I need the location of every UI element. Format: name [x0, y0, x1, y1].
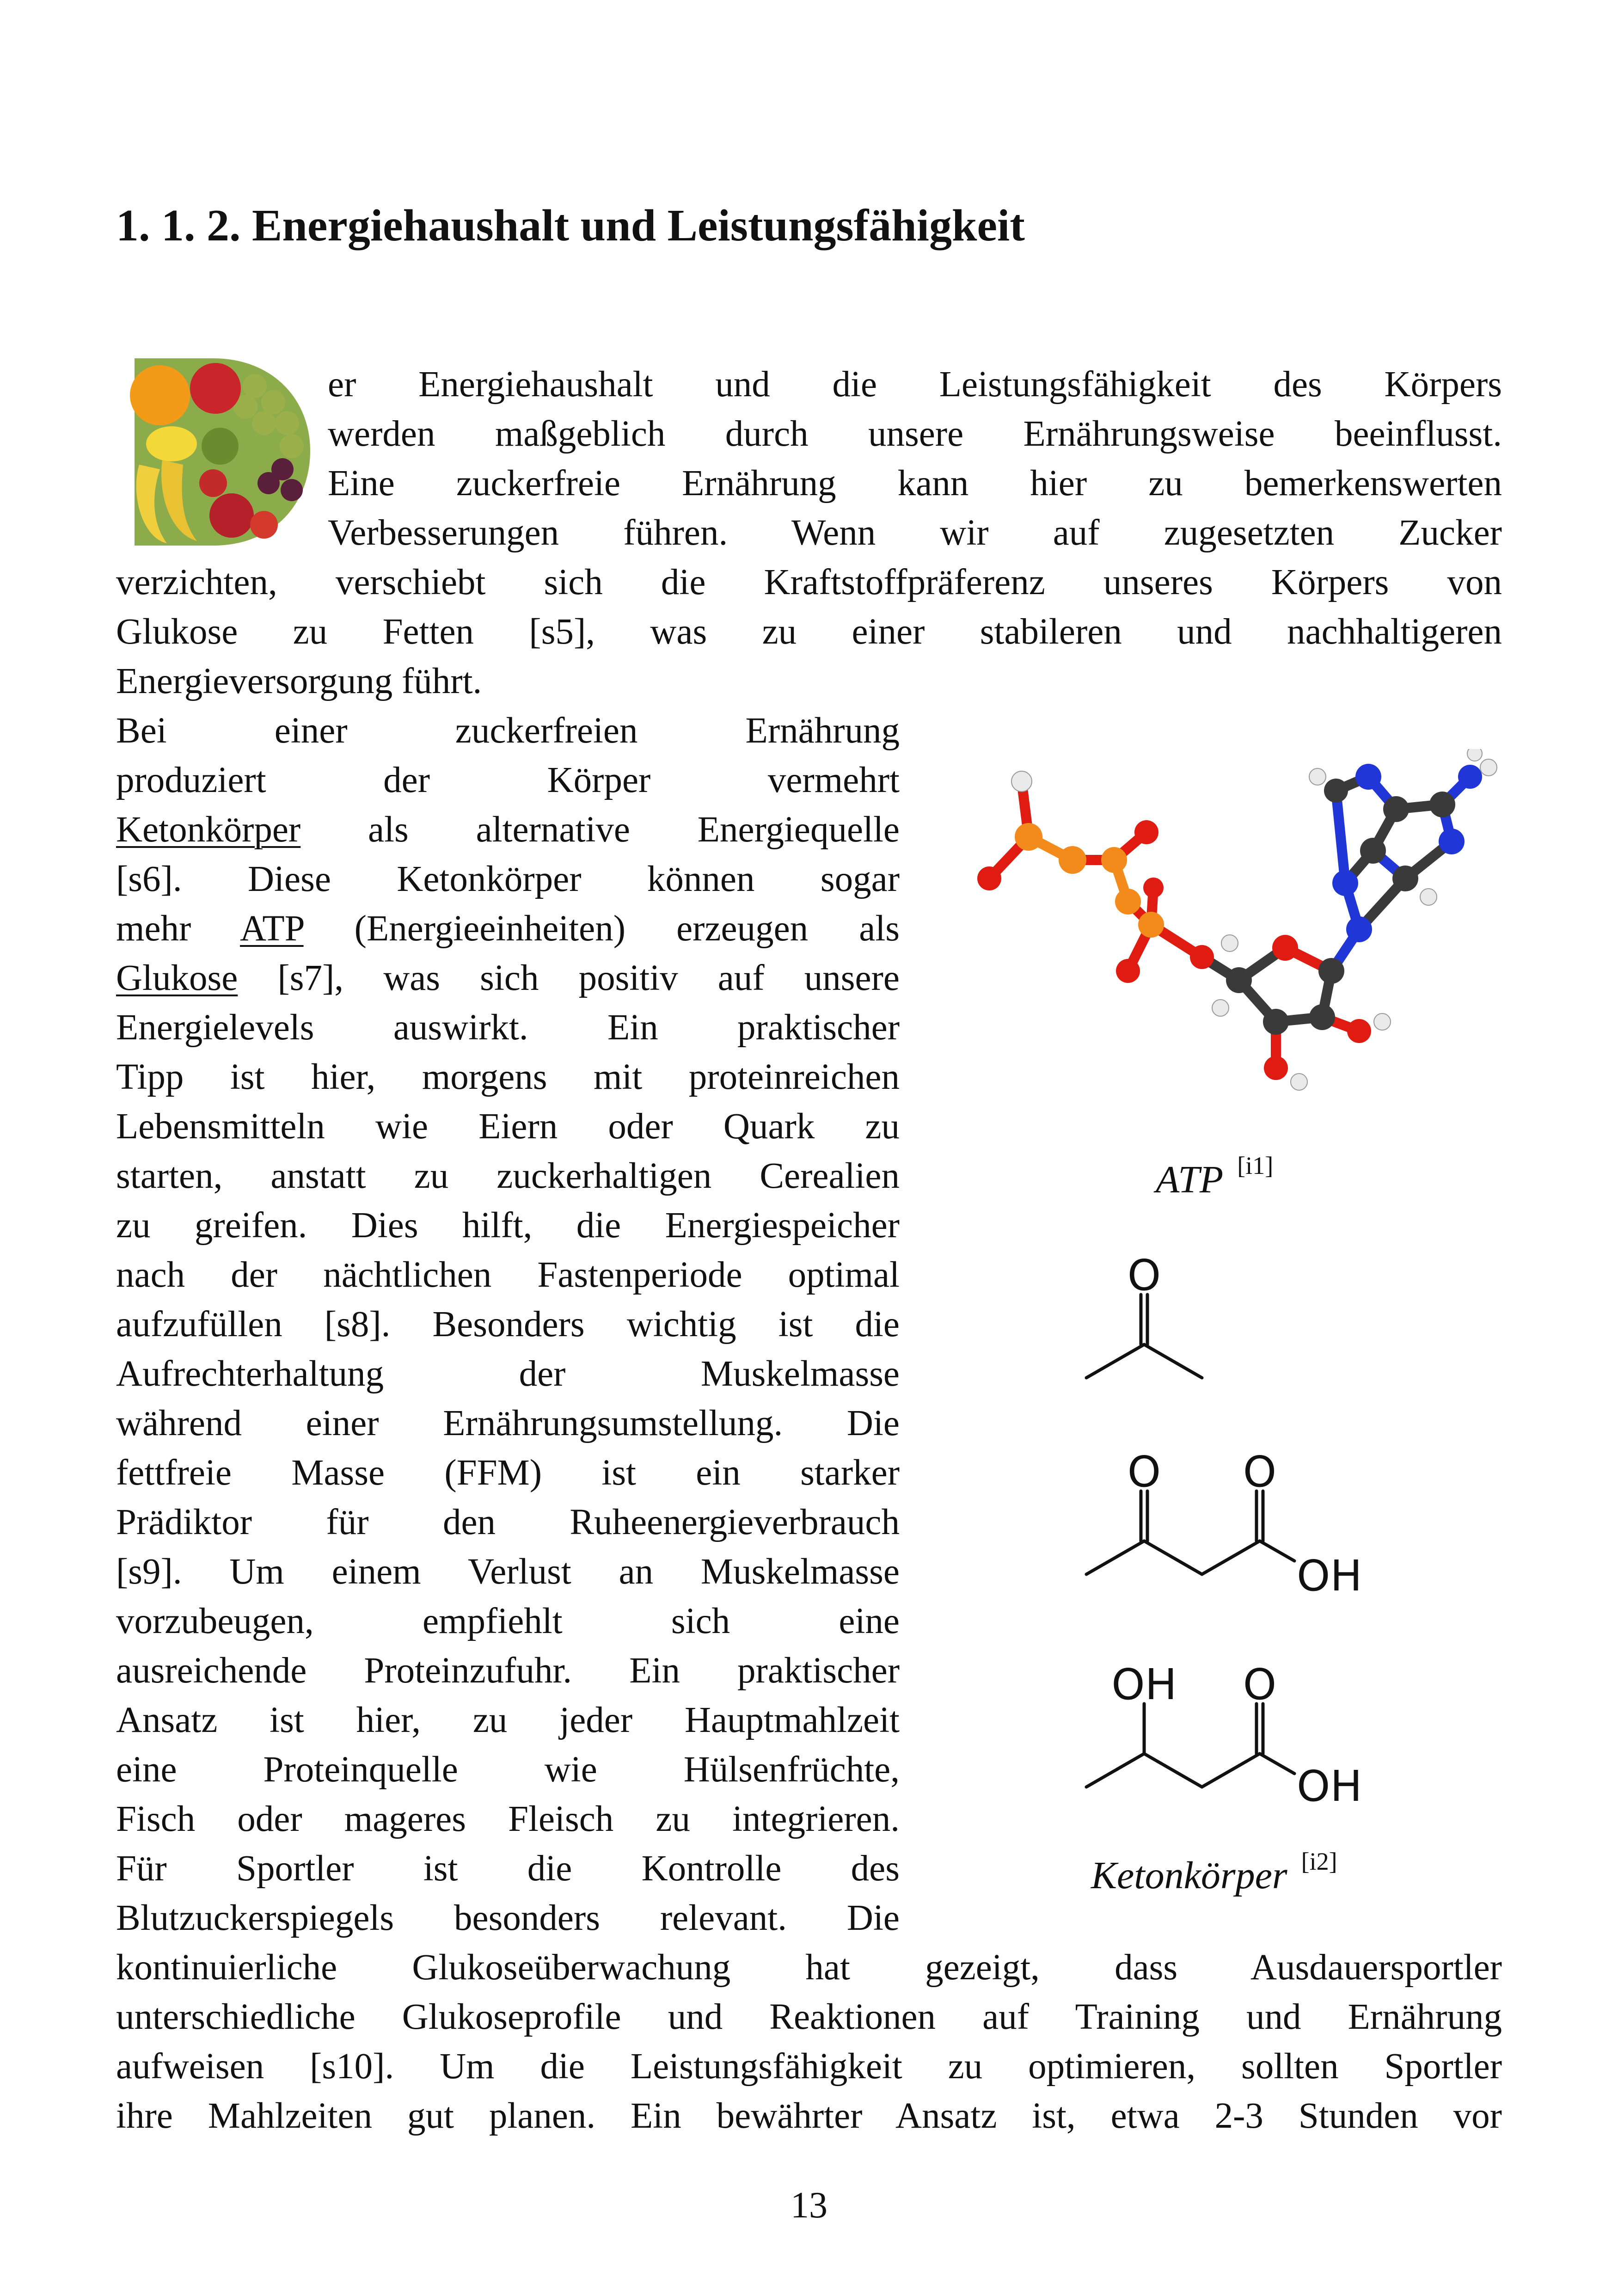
ketone-caption: Ketonkörper [i2]	[1091, 1848, 1337, 1897]
section-heading: 1. 1. 2. Energiehaushalt und Leistungsfähigkeit	[116, 201, 1025, 251]
body-line-20: ausreichende Proteinzufuhr. Ein praktischer	[116, 1651, 900, 1691]
body-line-16: fettfreie Masse (FFM) ist ein starker	[116, 1453, 900, 1493]
body-line-4: [s6]. Diese Ketonkörper können sogar	[116, 859, 900, 899]
atp-molecule-figure	[952, 749, 1507, 1100]
acetoacetate-o1-label: O	[1127, 1447, 1161, 1497]
body-line-23: Fisch oder mageres Fleisch zu integrieren.	[116, 1799, 900, 1839]
intro-line-2: werden maßgeblich durch unsere Ernährungsweise beeinflusst.	[328, 414, 1502, 454]
body-line-25: Blutzuckerspiegels besonders relevant. Die	[116, 1898, 900, 1938]
body-line-11: zu greifen. Dies hilft, die Energiespeicher	[116, 1205, 900, 1246]
body-line-18: [s9]. Um einem Verlust an Muskelmasse	[116, 1552, 900, 1592]
body-line-27: unterschiedliche Glukoseprofile und Reaktionen auf Training und Ernährung	[116, 1997, 1502, 2037]
body-line-6: Glukose [s7], was sich positiv auf unsere	[116, 958, 900, 998]
atp-caption: ATP [i1]	[1156, 1152, 1274, 1201]
link-glukose[interactable]: Glukose	[116, 958, 238, 998]
body-line-22: eine Proteinquelle wie Hülsenfrüchte,	[116, 1750, 900, 1790]
body-line-29: ihre Mahlzeiten gut planen. Ein bewährter Ansatz ist, etwa 2-3 Stunden vor	[116, 2096, 1502, 2136]
acetoacetate-o2-label: O	[1243, 1447, 1277, 1497]
body-line-19: vorzubeugen, empfiehlt sich eine	[116, 1601, 900, 1641]
body-line-1: Bei einer zuckerfreien Ernährung	[116, 711, 900, 751]
link-ketonkoerper[interactable]: Ketonkörper	[116, 810, 301, 850]
body-line-9: Lebensmitteln wie Eiern oder Quark zu	[116, 1106, 900, 1147]
link-atp[interactable]: ATP	[240, 909, 304, 949]
acetoacetate-oh-label: OH	[1297, 1551, 1362, 1601]
body-line-28: aufweisen [s10]. Um die Leistungsfähigkeit zu optimieren, sollten Sportler	[116, 2046, 1502, 2087]
hydroxybutyrate-oh1-label: OH	[1111, 1660, 1177, 1709]
intro-line-6: Glukose zu Fetten [s5], was zu einer stabileren und nachhaltigeren	[116, 612, 1502, 652]
acetone-o-label: O	[1127, 1251, 1161, 1300]
body-line-2: produziert der Körper vermehrt	[116, 760, 900, 800]
intro-line-1: er Energiehaushalt und die Leistungsfähigkeit des Körpers	[328, 364, 1502, 405]
body-line-24: Für Sportler ist die Kontrolle des	[116, 1848, 900, 1889]
body-line-15: während einer Ernährungsumstellung. Die	[116, 1403, 900, 1443]
body-line-8: Tipp ist hier, morgens mit proteinreichen	[116, 1057, 900, 1097]
body-line-17: Prädiktor für den Ruheenergieverbrauch	[116, 1502, 900, 1542]
body-line-3: Ketonkörper als alternative Energiequelle	[116, 810, 900, 850]
atp-caption-ref: [i1]	[1237, 1152, 1274, 1179]
body-line-7: Energielevels auswirkt. Ein praktischer	[116, 1007, 900, 1048]
body-line-21: Ansatz ist hier, zu jeder Hauptmahlzeit	[116, 1700, 900, 1740]
ketone-bodies-figure	[1063, 1248, 1415, 1803]
intro-line-7: Energieversorgung führt.	[116, 661, 482, 701]
body-line-26: kontinuierliche Glukoseüberwachung hat gezeigt, dass Ausdauersportler	[116, 1947, 1502, 1988]
body-line-10: starten, anstatt zu zuckerhaltigen Cerealien	[116, 1156, 900, 1196]
intro-line-5: verzichten, verschiebt sich die Kraftstoffpräferenz unseres Körpers von	[116, 562, 1502, 602]
intro-line-3: Eine zuckerfreie Ernährung kann hier zu bemerkenswerten	[328, 463, 1502, 503]
body-line-12: nach der nächtlichen Fastenperiode optimal	[116, 1255, 900, 1295]
hydroxybutyrate-oh2-label: OH	[1297, 1762, 1362, 1803]
ketone-caption-ref: [i2]	[1301, 1848, 1337, 1875]
body-line-13: aufzufüllen [s8]. Besonders wichtig ist die	[116, 1304, 900, 1344]
intro-line-4: Verbesserungen führen. Wenn wir auf zugesetzten Zucker	[328, 513, 1502, 553]
dropcap-fruit-letter-d	[116, 358, 315, 546]
body-line-5: mehr ATP (Energieeinheiten) erzeugen als	[116, 909, 900, 949]
page-number: 13	[791, 2185, 827, 2226]
body-line-14: Aufrechterhaltung der Muskelmasse	[116, 1354, 900, 1394]
hydroxybutyrate-o-label: O	[1243, 1660, 1277, 1709]
